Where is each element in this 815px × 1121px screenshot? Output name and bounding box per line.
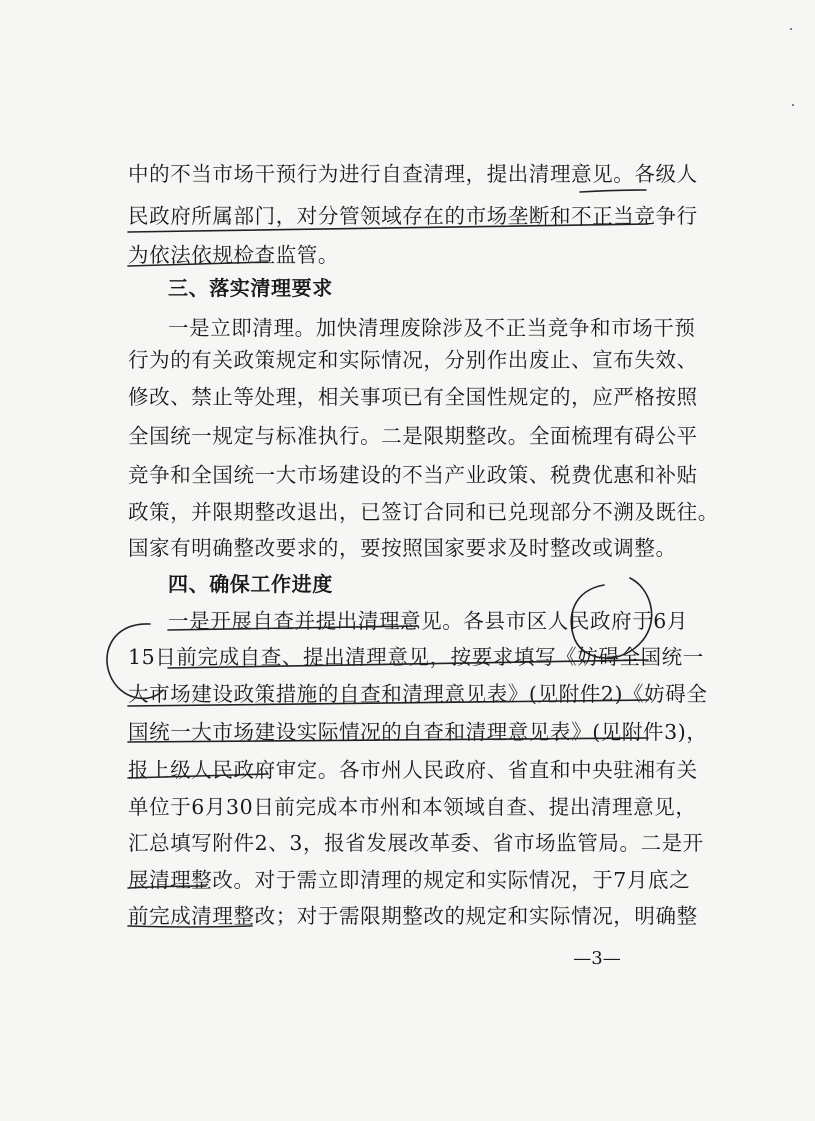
text-line: 中的不当市场干预行为进行自查清理，提出清理意见。各级人 <box>128 162 698 186</box>
text-line: 大市场建设政策措施的自查和清理意见表》(见附件2)《妨碍全 <box>128 682 708 706</box>
text-line: 展清理整改。对于需立即清理的规定和实际情况，于7月底之 <box>128 868 691 892</box>
text-line: 民政府所属部门，对分管领域存在的市场垄断和不正当竞争行 <box>128 204 698 228</box>
text-line: 行为的有关政策规定和实际情况，分别作出废止、宣布失效、 <box>128 348 698 372</box>
text-line: 报上级人民政府审定。各市州人民政府、省直和中央驻湘有关 <box>128 758 698 782</box>
text-line: 政策，并限期整改退出，已签订合同和已兑现部分不溯及既往。 <box>128 500 719 524</box>
section-heading: 三、落实清理要求 <box>168 276 333 300</box>
page-number: —3— <box>573 948 621 969</box>
text-line: 15日前完成自查、提出清理意见，按要求填写《妨碍全国统一 <box>128 645 704 669</box>
text-line: 全国统一规定与标准执行。二是限期整改。全面梳理有碍公平 <box>128 424 698 448</box>
text-line: 汇总填写附件2、3，报省发展改革委、省市场监管局。二是开 <box>128 831 704 855</box>
text-line: 竞争和全国统一大市场建设的不当产业政策、税费优惠和补贴 <box>128 463 698 487</box>
text-line: 国家有明确整改要求的，要按照国家要求及时整改或调整。 <box>128 536 677 560</box>
text-line: 单位于6月30日前完成本市州和本领域自查、提出清理意见， <box>128 795 697 819</box>
text-line: 国统一大市场建设实际情况的自查和清理意见表》(见附件3)， <box>128 720 708 744</box>
text-line: 为依法依规检查监管。 <box>128 243 339 267</box>
section-heading: 四、确保工作进度 <box>168 572 333 596</box>
text-line: 前完成清理整改；对于需限期整改的规定和实际情况，明确整 <box>128 904 698 928</box>
scan-speck <box>792 104 794 106</box>
text-line: 一是开展自查并提出清理意见。各县市区人民政府于6月 <box>168 609 689 633</box>
scan-speck <box>790 28 792 30</box>
text-line: 一是立即清理。加快清理废除涉及不正当竞争和市场干预 <box>168 316 696 340</box>
text-line: 修改、禁止等处理，相关事项已有全国性规定的，应严格按照 <box>128 385 698 409</box>
